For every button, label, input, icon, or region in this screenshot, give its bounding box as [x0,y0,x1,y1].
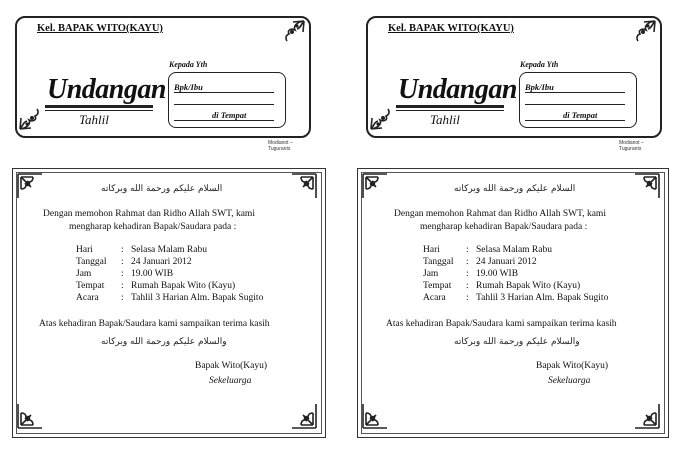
place-line [525,120,625,121]
title-underline [45,105,153,108]
ornament-corner-icon [634,173,660,199]
detail-colon: : [466,269,469,279]
recipient-label: Bpk/Ibu [525,82,554,92]
title-underline-thin [45,110,153,111]
closing-line: Atas kehadiran Bapak/Saudara kami sampaikan terima kasih [386,319,617,329]
recipient-line [174,92,274,93]
detail-colon: : [466,293,469,303]
opening-line-2: mengharap kehadiran Bapak/Saudara pada : [69,222,237,232]
detail-label: Tanggal [76,257,107,267]
detail-colon: : [121,245,124,255]
footer-note: Modianot – Tugurants [268,140,293,152]
detail-label: Hari [423,245,440,255]
closing-line: Atas kehadiran Bapak/Saudara kami sampaikan terima kasih [39,319,270,329]
invitation-title: Undangan [47,74,166,105]
detail-label: Jam [423,269,439,279]
detail-value: Tahlil 3 Harian Alm. Bapak Sugito [476,293,609,303]
detail-value: 24 Januari 2012 [476,257,537,267]
invitation-card-right [357,168,669,438]
detail-value: Rumah Bapak Wito (Kayu) [476,281,581,291]
ornament-corner-icon [17,173,43,199]
signature-name: Bapak Wito(Kayu) [536,361,608,371]
closing-arabic: والسلام عليكم ورحمة الله وبركاته [454,337,580,347]
ornament-corner-icon [19,108,41,130]
ornament-corner-icon [17,403,43,429]
detail-colon: : [121,281,124,291]
detail-value: Tahlil 3 Harian Alm. Bapak Sugito [131,293,264,303]
ornament-corner-icon [283,20,305,42]
ornament-corner-icon [634,403,660,429]
invitation-subtitle: Tahlil [79,112,109,127]
detail-value: Rumah Bapak Wito (Kayu) [131,281,236,291]
detail-colon: : [466,281,469,291]
recipient-line [525,92,625,93]
envelope-right [366,16,662,152]
address-line [525,104,625,105]
invitation-card-left [12,168,326,438]
detail-label: Acara [423,293,446,303]
place-label: di Tempat [563,110,598,120]
detail-value: 24 Januari 2012 [131,257,192,267]
detail-colon: : [121,257,124,267]
ornament-corner-icon [370,108,392,130]
invitation-subtitle: Tahlil [430,112,460,127]
detail-value: Selasa Malam Rabu [131,245,207,255]
detail-label: Jam [76,269,92,279]
ornament-corner-icon [291,403,317,429]
detail-label: Tempat [76,281,105,291]
detail-label: Tempat [423,281,452,291]
address-line [174,104,274,105]
detail-colon: : [121,293,124,303]
signature-family: Sekeluarga [548,376,591,386]
ornament-corner-icon [634,20,656,42]
invitation-title: Undangan [398,74,517,105]
signature-family: Sekeluarga [209,376,252,386]
signature-name: Bapak Wito(Kayu) [195,361,267,371]
detail-label: Acara [76,293,99,303]
detail-value: Selasa Malam Rabu [476,245,552,255]
family-label: Kel. BAPAK WITO(KAYU) [388,23,514,34]
detail-colon: : [466,245,469,255]
closing-arabic: والسلام عليكم ورحمة الله وبركاته [101,337,227,347]
envelope-left [15,16,311,152]
greeting-arabic: السلام عليكم ورحمة الله وبركاته [101,184,223,194]
detail-label: Hari [76,245,93,255]
footer-note: Modianot – Tugurants [619,140,644,152]
greeting-arabic: السلام عليكم ورحمة الله وبركاته [454,184,576,194]
family-label: Kel. BAPAK WITO(KAYU) [37,23,163,34]
opening-line-1: Dengan memohon Rahmat dan Ridho Allah SWT, kami [43,209,255,219]
ornament-corner-icon [291,173,317,199]
to-label: Kepada Yth [520,60,559,69]
detail-value: 19.00 WIB [476,269,519,279]
ornament-corner-icon [362,403,388,429]
to-label: Kepada Yth [169,60,208,69]
place-line [174,120,274,121]
ornament-corner-icon [362,173,388,199]
place-label: di Tempat [212,110,247,120]
title-underline [396,105,504,108]
opening-line-1: Dengan memohon Rahmat dan Ridho Allah SWT, kami [394,209,606,219]
detail-colon: : [121,269,124,279]
detail-value: 19.00 WIB [131,269,174,279]
recipient-label: Bpk/Ibu [174,82,203,92]
detail-label: Tanggal [423,257,454,267]
title-underline-thin [396,110,504,111]
opening-line-2: mengharap kehadiran Bapak/Saudara pada : [420,222,588,232]
detail-colon: : [466,257,469,267]
